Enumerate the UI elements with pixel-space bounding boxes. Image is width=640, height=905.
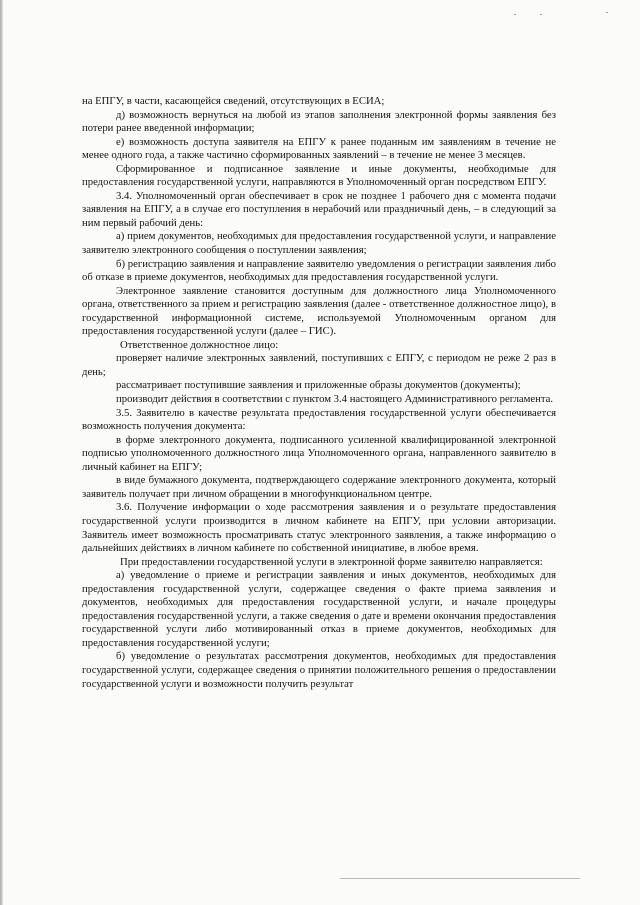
paragraph: 3.5. Заявителю в качестве результата предоставления государственной услуги обеспечивается возможность получения документа:: [82, 406, 556, 433]
paragraph: При предоставлении государственной услуги в электронной форме заявителю направляется:: [120, 555, 543, 568]
paragraph: а) уведомление о приеме и регистрации заявления и иных документов, необходимых для предоставления государственной услуги, содержащее сведения о факте приема заявления и документов, необходимых для предоставления государственной услуги, и начале процедуры предоставления государственной услуги, а также сведения о дате и времени окончания предоставления государственной услуги либо мотивированный отказ в приеме документов, необходимых для предоставления государственной услуги;: [82, 569, 556, 649]
paragraph: Сформированное и подписанное заявление и иные документы, необходимые для предоставления государственной услуги, направляются в Уполномоченный орган посредством ЕПГУ.: [82, 162, 556, 189]
paragraph: д) возможность вернуться на любой из этапов заполнения электронной формы заявления без потери ранее введенной информации;: [82, 108, 556, 135]
paragraph: Электронное заявление становится доступным для должностного лица Уполномоченного органа, ответственного за прием и регистрацию заявления (далее - ответственное должностное лицо), в государственной информационной системе, используемой Уполномоченным органом для предоставления государственной услуги (далее – ГИС).: [82, 284, 556, 338]
paragraph: производит действия в соответствии с пунктом 3.4 настоящего Административного регламента.: [116, 393, 554, 406]
scan-speck: [606, 12, 608, 13]
paragraph: а) прием документов, необходимых для предоставления государственной услуги, и направление заявителю электронного сообщения о поступлении заявления;: [82, 230, 556, 257]
paragraph: на ЕПГУ, в части, касающейся сведений, отсутствующих в ЕСИА;: [82, 95, 385, 107]
paragraph: б) регистрацию заявления и направление заявителю уведомления о регистрации заявления либо об отказе в приеме документов, необходимых для предоставления государственной услуги.: [82, 257, 556, 284]
paragraph: Ответственное должностное лицо:: [120, 338, 279, 351]
paragraph: в виде бумажного документа, подтверждающего содержание электронного документа, который заявитель получает при личном обращении в многофункциональном центре.: [82, 474, 556, 500]
paragraph: б) уведомление о результатах рассмотрения документов, необходимых для предоставления государственной услуги, содержащее сведения о принятии положительного решения о предоставлении государственной услуги и возможности получить результат: [82, 650, 556, 690]
paragraph: 3.6. Получение информации о ходе рассмотрения заявления и о результате предоставления государственной услуги производится в личном кабинете на ЕПГУ, при условии авторизации. Заявитель имеет возможность просматривать статус электронного заявления, а также информацию о дальнейших действиях в личном кабинете по собственной инициативе, в любое время.: [82, 501, 556, 555]
paragraph: 3.4. Уполномоченный орган обеспечивает в срок не позднее 1 рабочего дня с момента подачи заявления на ЕПГУ, а в случае его поступления в нерабочий или праздничный день, – в следующий за ним первый рабочий день:: [82, 189, 556, 229]
scan-speck: [540, 14, 542, 15]
paragraph: проверяет наличие электронных заявлений, поступивших с ЕПГУ, с периодом не реже 2 раз в день;: [82, 352, 556, 378]
paragraph: рассматривает поступившие заявления и приложенные образы документов (документы);: [116, 379, 521, 392]
scan-speck: [514, 14, 516, 15]
paragraph: в форме электронного документа, подписанного усиленной квалифицированной электронной подписью уполномоченного должностного лица Уполномоченного органа, направленного заявителю в личный кабинет на ЕПГУ;: [82, 433, 556, 473]
document-body: [82, 95, 556, 691]
scan-left-edge: [0, 0, 3, 905]
paragraph: е) возможность доступа заявителя на ЕПГУ к ранее поданным им заявлениям в течение не менее одного года, а также частично сформированных заявлений – в течение не менее 3 месяцев.: [82, 135, 556, 162]
footer-rule: [340, 878, 580, 879]
